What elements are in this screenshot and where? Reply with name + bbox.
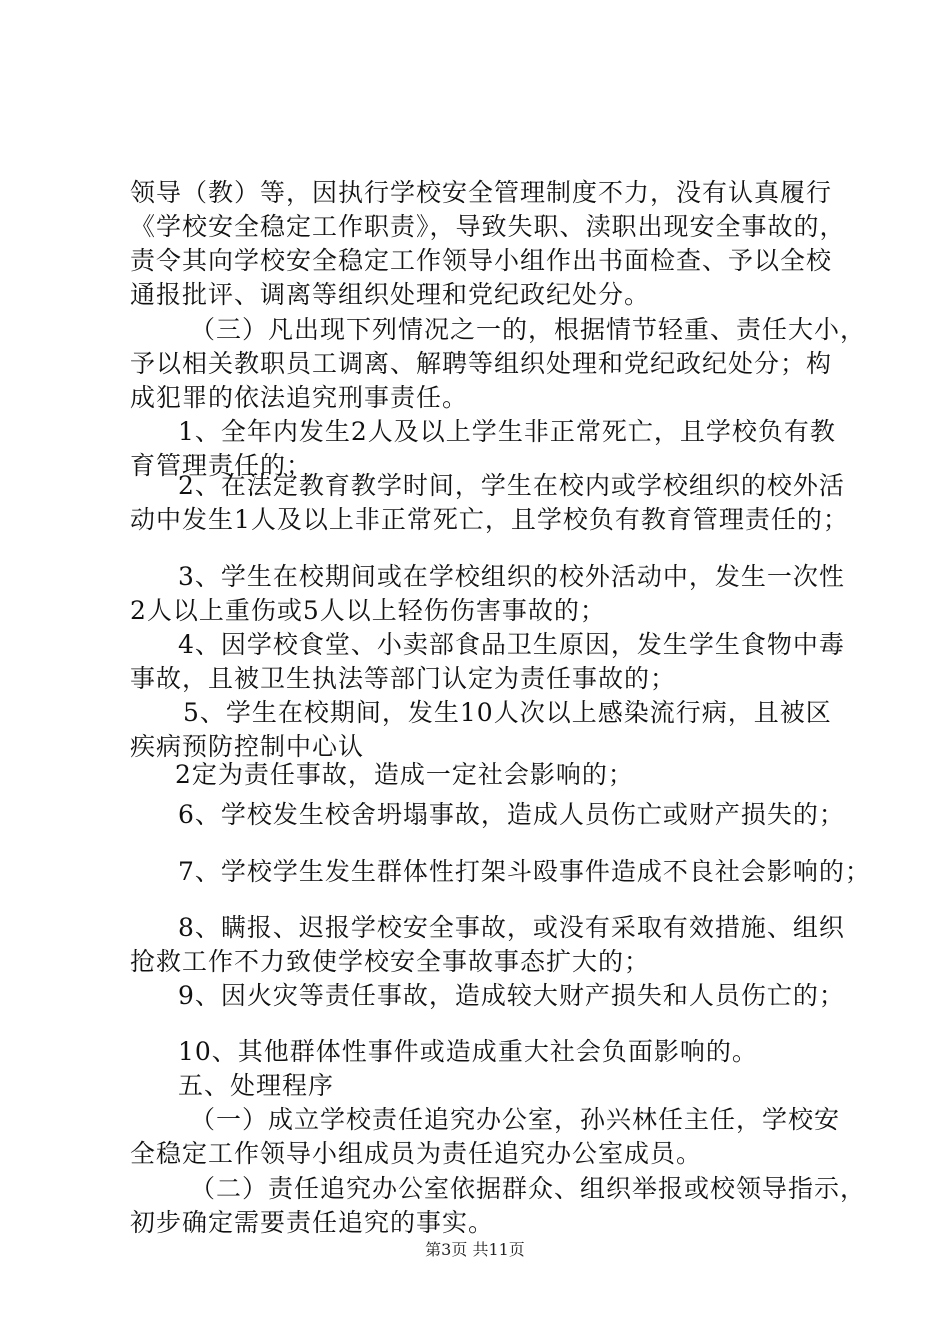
body-line: （一）成立学校责任追究办公室，孙兴林任主任，学校安 [190,1105,841,1134]
body-line: 2定为责任事故，造成一定社会影响的； [175,760,634,789]
body-line: 2人以上重伤或5人以上轻伤伤害事故的； [130,596,606,625]
body-line: 1、全年内发生2人及以上学生非正常死亡，且学校负有教 [178,417,836,446]
body-line: 事故，且被卫生执法等部门认定为责任事故的； [130,664,677,693]
body-line: 疾病预防控制中心认 [130,732,365,761]
body-line: 动中发生1人及以上非正常死亡，且学校负有教育管理责任的； [130,505,849,534]
body-line: 通报批评、调离等组织处理和党纪政纪处分。 [130,280,651,309]
body-line: 予以相关教职员工调离、解聘等组织处理和党纪政纪处分；构 [130,349,833,378]
body-line: 全稳定工作领导小组成员为责任追究办公室成员。 [130,1139,703,1168]
body-line: （三）凡出现下列情况之一的，根据情节轻重、责任大小， [190,315,867,344]
body-line: 4、因学校食堂、小卖部食品卫生原因，发生学生食物中毒 [178,630,845,659]
body-line: 2、在法定教育教学时间，学生在校内或学校组织的校外活 [178,471,845,500]
body-line: 5、学生在校期间，发生10人次以上感染流行病，且被区 [183,698,832,727]
section-heading: 五、处理程序 [178,1071,335,1100]
body-line: 责令其向学校安全稳定工作领导小组作出书面检查、予以全校 [130,246,833,275]
body-line: 抢救工作不力致使学校安全事故事态扩大的； [130,947,651,976]
body-line: 《学校安全稳定工作职责》，导致失职、渎职出现安全事故的， [130,212,846,241]
body-line: 成犯罪的依法追究刑事责任。 [130,383,469,412]
body-line: （二）责任追究办公室依据群众、组织举报或校领导指示， [190,1174,867,1203]
body-line: 7、学校学生发生群体性打架斗殴事件造成不良社会影响的； [178,857,871,886]
body-line: 育管理责任的； [130,451,313,480]
body-line: 领导（教）等，因执行学校安全管理制度不力，没有认真履行 [130,178,833,207]
body-line: 8、瞒报、迟报学校安全事故，或没有采取有效措施、组织 [178,913,845,942]
page-number-footer: 第3页 共11页 [425,1240,525,1259]
body-line: 初步确定需要责任追究的事实。 [130,1208,495,1237]
body-line: 9、因火灾等责任事故，造成较大财产损失和人员伤亡的； [178,981,845,1010]
body-line: 3、学生在校期间或在学校组织的校外活动中，发生一次性 [178,562,845,591]
body-line: 6、学校发生校舍坍塌事故，造成人员伤亡或财产损失的； [178,800,845,829]
body-line: 10、其他群体性事件或造成重大社会负面影响的。 [178,1037,758,1066]
